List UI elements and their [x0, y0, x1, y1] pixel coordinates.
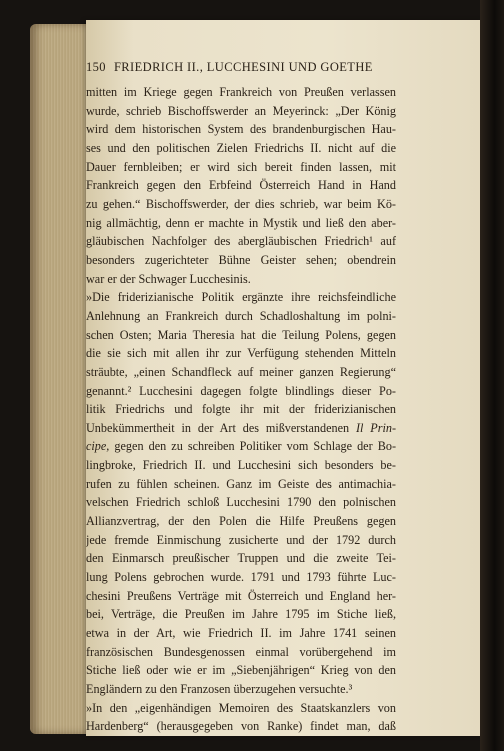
text-segment: Engländern zu den Franzosen überzugehen versuchte.³: [86, 682, 353, 696]
text-line: [86, 232, 396, 251]
text-line: [86, 120, 396, 139]
text-segment: französischen Bundesgenossen einmal vorübergehend im: [86, 644, 396, 659]
text-segment: lung Polens gebrochen wurde. 1791 und 1793 führte Luc-: [86, 570, 396, 585]
italic-text: Il Prin-: [355, 420, 396, 435]
italic-text: cipe,: [86, 439, 110, 454]
text-line: [86, 568, 396, 587]
text-line: [86, 251, 396, 270]
text-segment: etwa in der Art, wie Friedrich II. im Jahre 1741 seinen: [86, 626, 396, 641]
text-segment: war er der Schwager Lucchesinis.: [86, 271, 251, 286]
text-line: [86, 587, 396, 606]
text-line: [86, 139, 396, 158]
text-segment: litik Friedrichs und folgte ihr mit der friderizianischen: [86, 402, 396, 417]
text-line: [86, 699, 396, 718]
text-line: [86, 549, 396, 568]
text-segment: bei, Verträge, die Preußen im Jahre 1795 im Stiche ließ,: [86, 607, 396, 622]
text-line: [86, 643, 396, 662]
text-line: [86, 307, 396, 326]
text-segment: mitten im Kriege gegen Frankreich von Preußen verlassen: [86, 85, 396, 99]
text-line: [86, 531, 396, 550]
text-line: [86, 195, 396, 214]
text-line: [86, 363, 396, 382]
text-line: [86, 344, 396, 363]
text-segment: genannt.² Lucchesini dagegen folgte blindlings dieser Po-: [86, 383, 396, 398]
text-line: [86, 437, 396, 456]
text-segment: ses und den politischen Zielen Friedrichs II. nicht auf die: [86, 140, 396, 155]
text-segment: lingbroke, Friedrich II. und Lucchesini sich besonders be-: [86, 458, 396, 473]
running-title: FRIEDRICH II., LUCCHESINI UND GOETHE: [113, 60, 373, 74]
text-segment: die sie sich mit allen ihr zur Verfügung stehenden Mitteln: [86, 346, 396, 361]
text-segment: gläubischen Nachfolger des abergläubischen Friedrich¹ auf: [86, 234, 396, 249]
text-segment: chesini Preußens Verträge mit Österreich und England her-: [86, 588, 396, 603]
text-line: [86, 493, 396, 512]
text-line: [86, 680, 396, 699]
text-line: [86, 158, 396, 177]
text-segment: rufen zu fühlen scheinen. Ganz im Geiste des antimachia-: [86, 476, 396, 491]
text-line: [86, 512, 396, 531]
text-line: [86, 176, 396, 195]
text-segment: gegen den zu schreiben Politiker vom Schlage der Bo-: [109, 439, 396, 454]
text-segment: Anlehnung an Frankreich durch Schadloshaltung im polni-: [86, 308, 396, 323]
text-line: [86, 717, 396, 736]
text-line: [86, 288, 396, 307]
text-line: [86, 270, 396, 289]
text-line: [86, 661, 396, 680]
text-line: [86, 83, 396, 102]
text-segment: Stiche ließ oder wie er im „Siebenjährigen“ Krieg von den: [86, 663, 396, 678]
text-segment: jede fremde Einmischung zusicherte und der 1792 durch: [86, 532, 396, 547]
running-header: [86, 60, 396, 75]
text-segment: nig allmächtig, denn er machte in Mystik und ließ den aber-: [86, 215, 396, 230]
text-segment: wurde, schrieb Bischoffswerder an Meyerinck: „Der König: [86, 103, 396, 118]
text-segment: »In den „eigenhändigen Memoiren des Staatskanzlers von: [86, 700, 396, 715]
text-segment: wird dem historischen System des brandenburgischen Hau-: [86, 122, 396, 137]
text-segment: Hardenberg“ (herausgegeben von Ranke) findet man, daß: [86, 719, 396, 734]
text-line: [86, 475, 396, 494]
page-number: 150: [86, 60, 106, 74]
body-text: [86, 83, 396, 736]
text-line: [86, 214, 396, 233]
text-segment: besonders zugerichteter Bühne Geister sehen; obendrein: [86, 252, 396, 267]
book-gutter-shadow: [480, 0, 504, 751]
text-segment: den Einmarsch preußischer Truppen und die zweite Tei-: [86, 551, 396, 566]
text-line: [86, 419, 396, 438]
text-segment: Frankreich gegen den Erbfeind Österreich Hand in Hand: [86, 178, 396, 193]
text-line: [86, 382, 396, 401]
text-line: [86, 605, 396, 624]
text-line: [86, 624, 396, 643]
book-page-edges: [30, 24, 94, 734]
text-segment: Allianzvertrag, der den Polen die Hilfe Preußens gegen: [86, 514, 396, 529]
text-line: [86, 102, 396, 121]
text-segment: Dauer fernbleiben; er wird sich bereit finden lassen, mit: [86, 159, 396, 174]
text-segment: sträubte, „einen Schandfleck auf meiner ganzen Regierung“: [86, 364, 396, 379]
text-segment: Unbekümmertheit in der Art des mißverstandenen: [86, 420, 356, 435]
text-segment: zu gehen.“ Bischoffswerder, der dies schrieb, war beim Kö-: [86, 196, 396, 211]
text-line: [86, 456, 396, 475]
text-line: [86, 326, 396, 345]
text-line: [86, 400, 396, 419]
text-segment: velschen Friedrich schloß Lucchesini 1790 den polnischen: [86, 495, 396, 510]
text-segment: schen Osten; Maria Theresia hat die Teilung Polens, gegen: [86, 327, 396, 342]
text-segment: »Die friderizianische Politik ergänzte ihre reichsfeindliche: [86, 290, 396, 305]
